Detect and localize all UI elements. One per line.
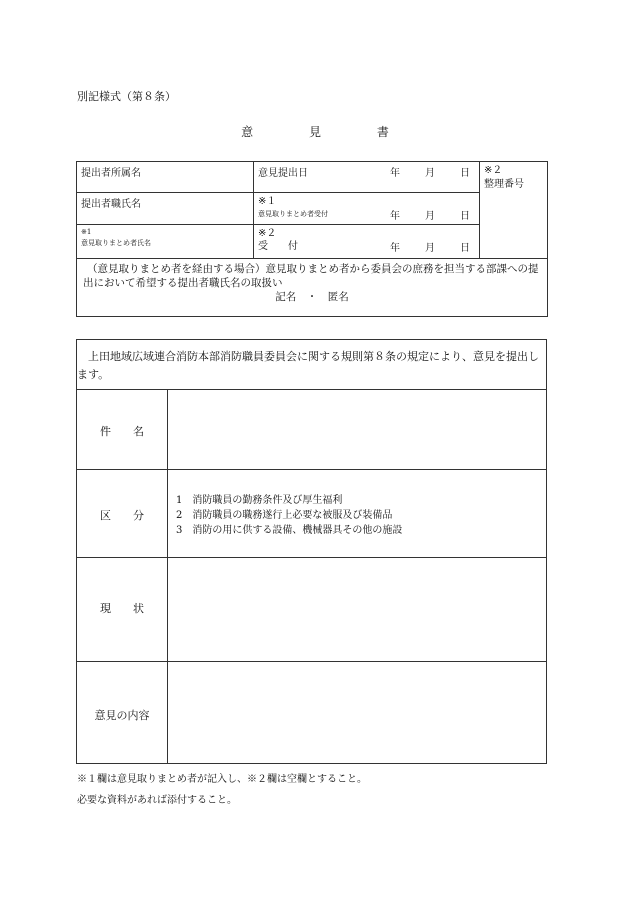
month-label: 月 [425, 243, 435, 254]
year-label: 年 [390, 243, 400, 254]
note2-mark: ※２ [484, 165, 503, 176]
name-handling-cell [77, 259, 548, 317]
document-title [0, 123, 630, 140]
title-char-1: 意 [241, 125, 254, 139]
category-item-2[interactable]: 2 消防職員の職務遂行上必要な被服及び装備品 [176, 510, 393, 521]
subject-label: 件 名 [100, 425, 144, 438]
day-label: 日 [460, 211, 470, 222]
form-label: 別記様式（第８条） [77, 90, 176, 103]
opinion-label: 意見の内容 [94, 709, 150, 722]
footnote-1: ※１欄は意見取りまとめ者が記入し、※２欄は空欄とすること。 [77, 774, 367, 785]
receipt-label: 受 付 [258, 241, 298, 252]
note1-mark-small: ※1 [81, 228, 92, 236]
status-field[interactable] [168, 558, 546, 661]
submitter-name-label: 提出者職氏名 [77, 193, 254, 225]
header-table [76, 161, 548, 317]
opinion-field[interactable] [168, 662, 546, 763]
category-item-1[interactable]: 1 消防職員の勤務条件及び厚生福利 [176, 495, 343, 506]
note1-mark: ※１ [258, 196, 277, 207]
reference-number-cell [480, 162, 548, 259]
category-label: 区 分 [100, 509, 144, 522]
note2-mark: ※２ [258, 228, 277, 239]
year-label: 年 [390, 168, 400, 179]
day-label: 日 [460, 168, 470, 179]
submitter-affiliation-label: 提出者所属名 [77, 162, 254, 193]
reference-number-label: 整理番号 [484, 179, 524, 190]
subject-field[interactable] [168, 390, 546, 469]
row-divider [76, 469, 547, 470]
coordinator-receipt-label: 意見取りまとめ者受付 [258, 210, 328, 218]
category-item-3[interactable]: 3 消防の用に供する設備、機械器具その他の施設 [176, 525, 403, 536]
intro-text: 上田地域広域連合消防本部消防職員委員会に関する規則第８条の規定により、意見を提出します。 [77, 350, 539, 381]
month-label: 月 [425, 168, 435, 179]
title-char-2: 見 [308, 125, 321, 139]
status-label: 現 状 [100, 602, 144, 615]
name-handling-text: （意見取りまとめ者を経由する場合）意見取りまとめ者から委員会の庶務を担当する部課への提出において希望する提出者職氏名の取扱い [83, 263, 539, 289]
submission-date-label: 意見提出日 [258, 168, 308, 179]
submission-date-cell[interactable] [254, 162, 480, 193]
name-handling-options[interactable]: 記名 ・ 匿名 [275, 291, 349, 303]
category-list[interactable] [176, 493, 402, 538]
day-label: 日 [460, 243, 470, 254]
footnote-2: 必要な資料があれば添付すること。 [77, 795, 237, 806]
title-char-3: 書 [376, 125, 389, 139]
coordinator-name-cell [77, 225, 254, 259]
receipt-cell[interactable] [254, 225, 480, 259]
coordinator-name-label: 意見取りまとめ者氏名 [81, 239, 151, 247]
month-label: 月 [425, 211, 435, 222]
coordinator-receipt-cell[interactable] [254, 193, 480, 225]
year-label: 年 [390, 211, 400, 222]
